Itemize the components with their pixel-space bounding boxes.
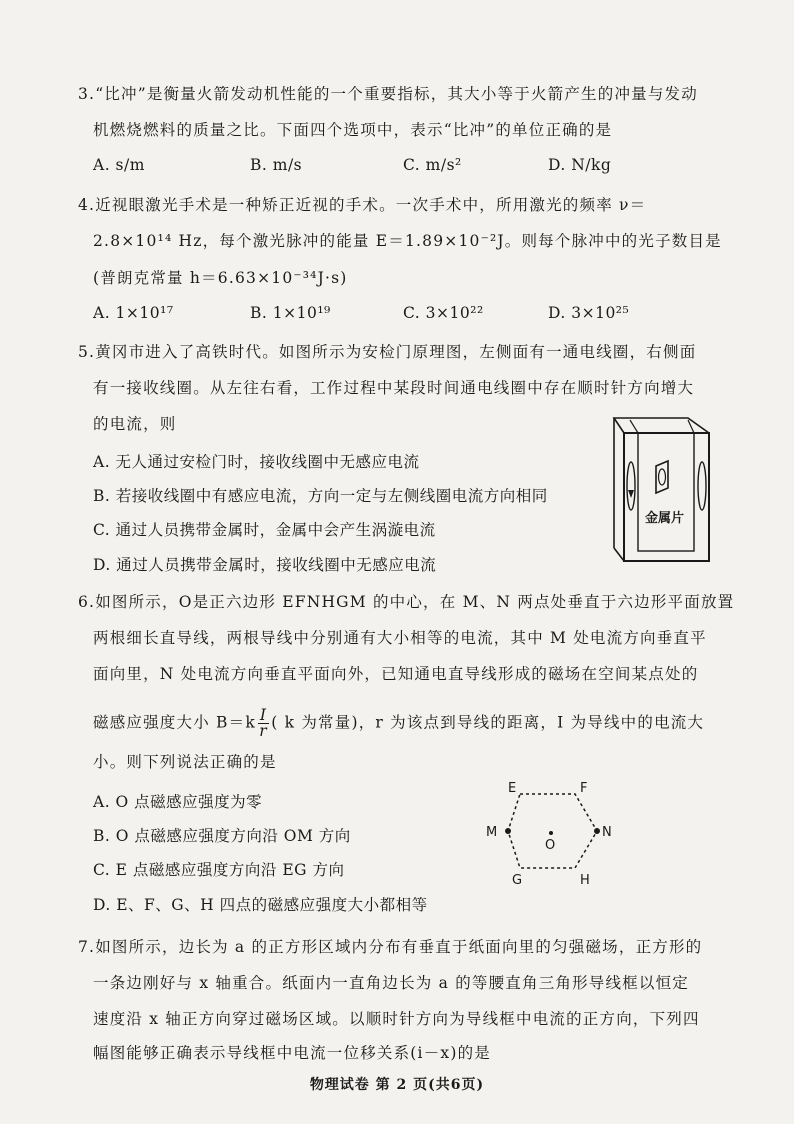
- q6-line-1: 6.如图所示，O是正六边形 EFNHGM 的中心，在 M、N 两点处垂直于六边形平面放置: [78, 593, 735, 611]
- q6-formula-prefix: 磁感应强度大小 B＝k: [93, 713, 256, 732]
- metal-piece: [656, 461, 668, 493]
- frac-numerator: I: [259, 706, 268, 724]
- q4-option-a: A. 1×10¹⁷: [93, 304, 174, 322]
- q6-line-3: 面向里，N 处电流方向垂直平面向外，已知通电直导线形成的磁场在空间某点处的: [93, 665, 699, 683]
- point-o: [549, 831, 553, 835]
- q4-line-3: (普朗克常量 h＝6.63×10⁻³⁴J·s): [93, 269, 348, 287]
- hexagon: [508, 794, 597, 868]
- q4-option-c: C. 3×10²²: [403, 304, 484, 322]
- q5-option-d: D. 通过人员携带金属时，接收线圈中无感应电流: [93, 556, 437, 574]
- q6-formula-fraction: [258, 708, 269, 739]
- label-h: H: [580, 873, 590, 888]
- q3-line-2: 机燃烧燃料的质量之比。下面四个选项中，表示“比冲”的单位正确的是: [93, 121, 613, 139]
- left-coil: [627, 462, 635, 510]
- label-f: F: [580, 781, 588, 796]
- q7-line-1: 7.如图所示，边长为 a 的正方形区域内分布有垂直于纸面向里的匀强磁场，正方形的: [78, 938, 703, 956]
- label-g: G: [512, 873, 523, 888]
- q6-line-4: [93, 708, 704, 739]
- q4-line-1: 4.近视眼激光手术是一种矫正近视的手术。一次手术中，所用激光的频率 ν＝: [78, 196, 647, 214]
- frac-denominator: r: [259, 722, 268, 740]
- hexagon-figure: [480, 780, 630, 890]
- q3-option-a: A. s/m: [93, 156, 145, 174]
- q3-option-c: C. m/s²: [403, 156, 462, 174]
- q6-option-d: D. E、F、G、H 四点的磁感应强度大小都相等: [93, 896, 428, 914]
- page-footer: 物理试卷 第 2 页(共6页): [309, 1077, 485, 1093]
- q6-option-a: A. O 点磁感应强度为零: [93, 793, 263, 811]
- q4-option-b: B. 1×10¹⁹: [250, 304, 331, 322]
- label-m: M: [486, 825, 498, 840]
- q3-option-d: D. N/kg: [548, 156, 612, 174]
- q3-line-1: 3.“比冲”是衡量火箭发动机性能的一个重要指标，其大小等于火箭产生的冲量与发动: [78, 85, 698, 103]
- q7-line-4: 幅图能够正确表示导线框中电流一位移关系(i－x)的是: [93, 1044, 491, 1062]
- q4-option-d: D. 3×10²⁵: [548, 304, 630, 322]
- label-o: O: [545, 838, 556, 853]
- security-gate-figure: [608, 408, 718, 568]
- q4-line-2: 2.8×10¹⁴ Hz，每个激光脉冲的能量 E＝1.89×10⁻²J。则每个脉冲中的光子数目是: [93, 232, 722, 250]
- q6-option-c: C. E 点磁感应强度方向沿 EG 方向: [93, 861, 345, 879]
- q5-option-b: B. 若接收线圈中有感应电流，方向一定与左侧线圈电流方向相同: [93, 487, 548, 505]
- point-m: [505, 828, 511, 834]
- point-n: [594, 828, 600, 834]
- q5-line-1: 5.黄冈市进入了高铁时代。如图所示为安检门原理图，左侧面有一通电线圈，右侧面: [78, 343, 697, 361]
- q6-line-5: 小。则下列说法正确的是: [93, 753, 277, 771]
- q6-formula-suffix: ( k 为常量)，r 为该点到导线的距离，I 为导线中的电流大: [271, 713, 705, 732]
- right-coil: [698, 462, 706, 510]
- q5-option-c: C. 通过人员携带金属时，金属中会产生涡漩电流: [93, 521, 436, 539]
- q7-line-2: 一条边刚好与 x 轴重合。纸面内一直角边长为 a 的等腰直角三角形导线框以恒定: [93, 974, 689, 992]
- metal-piece-label: 金属片: [645, 511, 685, 526]
- q7-line-3: 速度沿 x 轴正方向穿过磁场区域。以顺时针方向为导线框中电流的正方向，下列四: [93, 1010, 700, 1028]
- q6-option-b: B. O 点磁感应强度方向沿 OM 方向: [93, 827, 351, 845]
- q5-option-a: A. 无人通过安检门时，接收线圈中无感应电流: [93, 453, 420, 471]
- q6-line-2: 两根细长直导线，两根导线中分别通有大小相等的电流，其中 M 处电流方向垂直平: [93, 629, 707, 647]
- q5-line-3: 的电流，则: [93, 415, 177, 433]
- q3-option-b: B. m/s: [250, 156, 303, 174]
- label-n: N: [602, 825, 612, 840]
- q5-line-2: 有一接收线圈。从左往右看，工作过程中某段时间通电线圈中存在顺时针方向增大: [93, 379, 695, 397]
- label-e: E: [508, 781, 517, 796]
